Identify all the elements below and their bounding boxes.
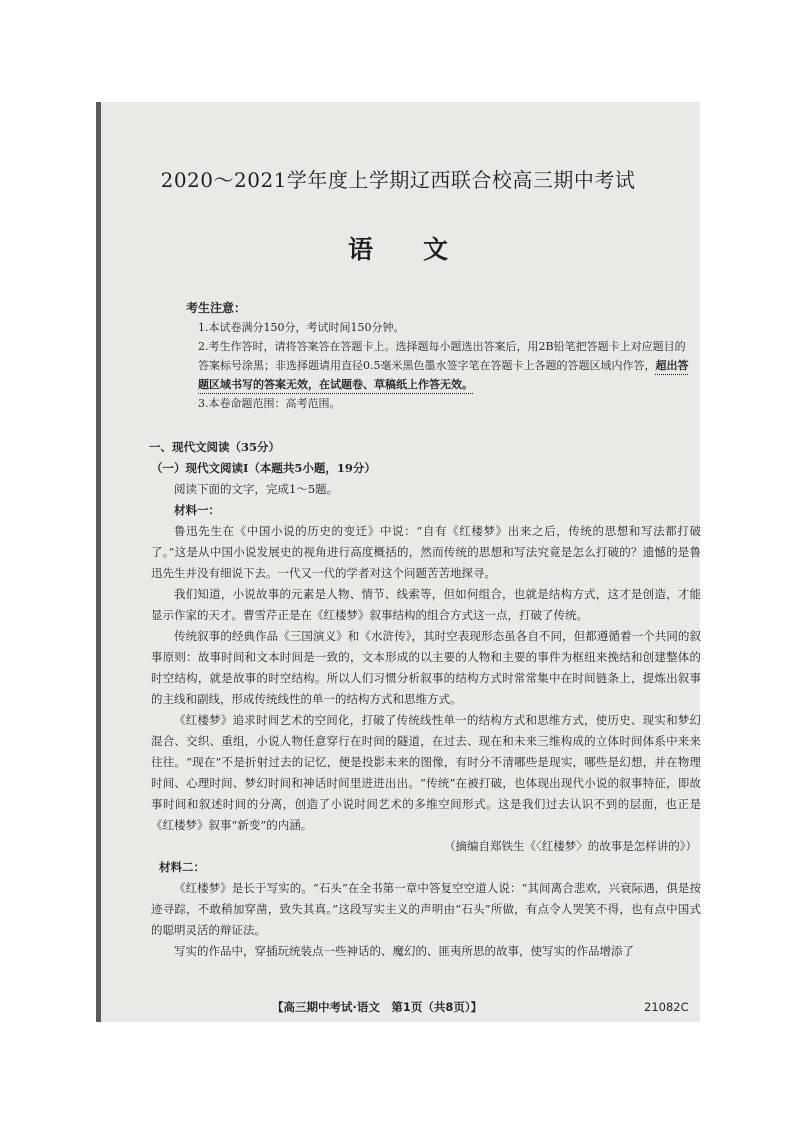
notice-emphasis: 超出答题区域书写的答案无效，在试题卷、草稿纸上作答无效。 <box>198 359 689 391</box>
paragraph-3: 传统叙事的经典作品《三国演义》和《水浒传》，其时空表现形态虽各自不同，但都遵循着一个共同的叙事原则：故事时间和文本时间是一致的，文本形成的以主要的人物和主要的事件为框纽来挽结和创建整体的时空结构，就是故事的时空结构。所以人们习惯分析叙事的结构方式时常常集中在时间链条上，提炼出叙事的主线和副线，形成传统线性的单一的结构方式和思维方式。 <box>151 629 701 706</box>
paragraph-6: 写实的作品中，穿插玩统装点一些神话的、魔幻的、匪夷所思的故事，使写实的作品增添了 <box>174 944 634 958</box>
subsection-heading: （一）现代文阅读Ⅰ（本题共5小题，19分） <box>151 461 376 475</box>
reading-section <box>151 437 701 962</box>
paragraph-1: 鲁迅先生在《中国小说的历史的变迁》中说：“自有《红楼梦》出来之后，传统的思想和写法都打破了。”这是从中国小说发展史的视角进行高度概括的，然而传统的思想和写法究竟是怎么打破的？遗憾的是鲁迅先生并没有细说下去。一代又一代的学者对这个问题苦苦地探寻。 <box>151 524 701 580</box>
source-citation: （摘编自郑铁生《〈红楼梦〉的故事是怎样讲的》） <box>444 839 697 853</box>
exam-paper <box>96 102 700 1022</box>
instruction-text: 阅读下面的文字，完成1～5题。 <box>174 482 339 496</box>
section-heading: 一、现代文阅读（35分） <box>149 440 281 454</box>
exam-title: 2020～2021学年度上学期辽西联合校高三期中考试 <box>160 168 636 192</box>
notice-heading: 考生注意： <box>186 301 247 315</box>
paragraph-4: 《红楼梦》追求时间艺术的空间化，打破了传统线性单一的结构方式和思维方式，使历史、现实和梦幻混合、交织、重组，小说人物任意穿行在时间的隧道，在过去、现在和未来三维构成的立体时间体系中来来往往。“现在”不是折射过去的记忆，便是投影未来的图像，有时分不清哪些是现实，哪些是幻想，并在物理时间、心理时间、梦幻时间和神话时间里进进出出。“传统”在被打破，也体现出现代小说的叙事特征，即故事时间和叙述时间的分离，创造了小说时间艺术的多维空间形式。这是我们过去认识不到的层面，也正是《红楼梦》叙事“新变”的内涵。 <box>151 713 701 832</box>
notice-item-1: 1.本试卷满分150分，考试时间150分钟。 <box>198 321 405 334</box>
notice-item-3: 3.本卷命题范围：高考范围。 <box>198 397 341 410</box>
material-two-label: 材料二： <box>159 860 205 874</box>
notice-item-2 <box>186 337 696 394</box>
paper-code: 21082C <box>644 1000 689 1014</box>
paragraph-2: 我们知道，小说故事的元素是人物、情节、线索等，但如何组合，也就是结构方式，这才是创造，才能显示作家的天才。曹雪芹正是在《红楼梦》叙事结构的组合方式这一点，打破了传统。 <box>151 587 701 622</box>
subject-title: 语文 <box>347 235 498 264</box>
page-footer: 【高三期中考试·语文 第1页（共8页）】 <box>272 1000 483 1014</box>
notice-item-2-text: 2.考生作答时，请将答案答在答题卡上。选择题每小题选出答案后，用2B铅笔把答题卡上对应题目的答案标号涂黑；非选择题请用直径0.5毫米黑色墨水签字笔在答题卡上各题的答题区域内作答， <box>198 340 686 372</box>
paragraph-5: 《红楼梦》是长于写实的。“石头”在全书第一章中答复空空道人说：“其间离合悲欢，兴衰际遇，俱是按迹寻踪，不敢稍加穿凿，致失其真。”这段写实主义的声明由“石头”所做，有点令人哭笑不得，也有点中国式的聪明灵活的辩证法。 <box>151 881 701 937</box>
material-one-label: 材料一： <box>174 503 220 517</box>
candidate-notice <box>186 299 696 413</box>
